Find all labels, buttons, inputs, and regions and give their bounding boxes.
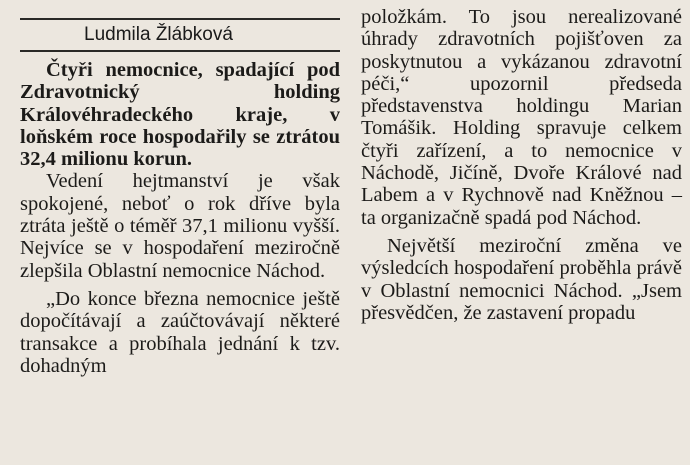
body-paragraph: Největší meziroční změna ve výsledcích hospodaření proběhla právě v Oblastní nemocnici Náchod. „Jsem přesvědčen, že zastavení propadu <box>361 234 682 324</box>
body-paragraph: Vedení hejtmanství je však spokojené, neboť o rok dříve byla ztráta ještě o téměř 37,1 milionu vyšší. Nejvíce se v hospodaření meziročně zlepšila Oblastní nemocnice Náchod. <box>20 170 340 282</box>
body-paragraph: „Do konce března nemocnice ještě dopočítávají a zaúčtovávají některé transakce a probíhala jednání k tzv. dohadným <box>20 287 340 377</box>
byline-bottom-rule <box>20 50 340 52</box>
body-paragraph-continued: položkám. To jsou nerealizované úhrady zdravotních pojišťoven za poskytnutou a vykázanou zdravotní péči,“ upozornil předseda představenstva holdingu Marian Tomášik. Holding spravuje celkem čtyři zařízení, a to nemocnice v Náchodě, Jičíně, Dvoře Králové nad Labem a v Rychnově nad Kněžnou – ta organizačně spadá pod Náchod. <box>361 6 682 229</box>
byline-top-rule <box>20 18 340 20</box>
left-column <box>20 0 340 377</box>
right-column <box>361 0 682 324</box>
article-lead: Čtyři nemocnice, spadající pod Zdravotnický holding Královéhradeckého kraje, v loňském roce hospodařily se ztrátou 32,4 milionu korun. <box>20 59 340 171</box>
author-byline: Ludmila Žlábková <box>84 24 233 45</box>
